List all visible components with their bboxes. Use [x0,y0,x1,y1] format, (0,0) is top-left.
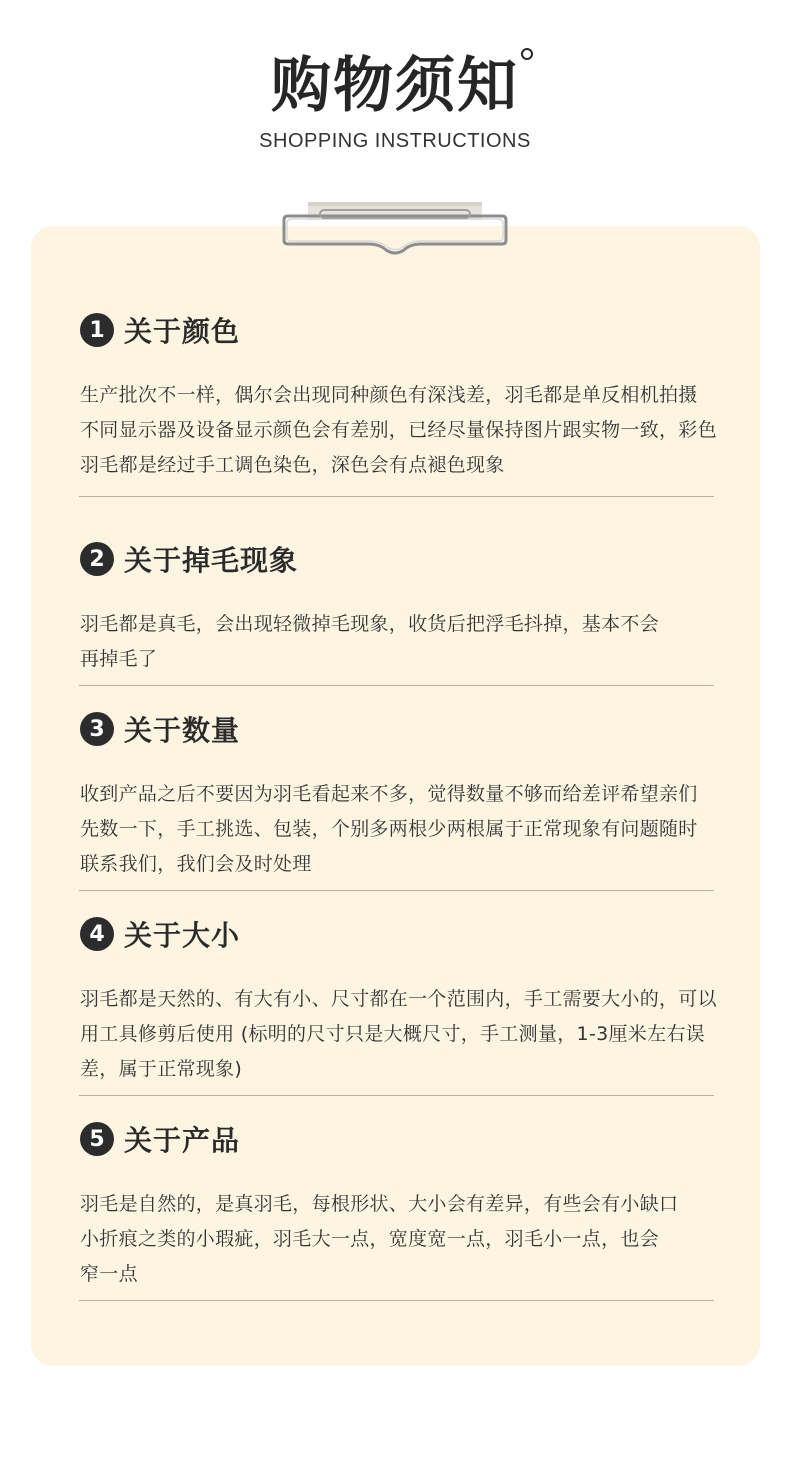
number-badge-3: 3 [80,712,114,746]
section-body: 羽毛都是天然的、有大有小、尺寸都在一个范围内，手工需要大小的，可以 用工具修剪后使用 (标明的尺寸只是大概尺寸，手工测量，1-3厘米左右误 差，属于正常现象) [80,988,717,1080]
number-badge-5: 5 [80,1122,114,1156]
section-body: 羽毛是自然的，是真羽毛，每根形状、大小会有差异，有些会有小缺口 小折痕之类的小瑕疵，羽毛大一点，宽度宽一点，羽毛小一点，也会 窄一点 [80,1193,679,1285]
section-color [80,310,750,483]
number-badge-1: 1 [80,313,114,347]
section-title: 关于掉毛现象 [124,544,299,577]
divider [79,890,714,891]
divider [79,496,714,497]
section-title: 关于数量 [124,714,241,747]
section-header [80,914,750,954]
section-title: 关于颜色 [124,315,241,348]
section-size [80,914,750,1087]
section-quantity [80,709,750,882]
section-body: 收到产品之后不要因为羽毛看起来不多，觉得数量不够而给差评希望亲们 先数一下，手工挑选、包装，个别多两根少两根属于正常现象有问题随时 联系我们，我们会及时处理 [80,783,698,875]
page-header [0,48,790,124]
section-product [80,1119,750,1292]
divider [79,685,714,686]
section-shedding [80,539,750,677]
page-title [271,48,519,124]
section-header [80,1119,750,1159]
divider [79,1095,714,1096]
number-badge-2: 2 [80,542,114,576]
binder-clip-icon [282,200,508,260]
page-title-text: 购物须知 [271,51,519,121]
title-degree-mark [521,48,533,60]
section-body: 羽毛都是真毛，会出现轻微掉毛现象，收货后把浮毛抖掉，基本不会 再掉毛了 [80,613,660,670]
section-title: 关于产品 [124,1124,241,1157]
section-header [80,539,750,579]
section-body: 生产批次不一样，偶尔会出现同种颜色有深浅差，羽毛都是单反相机拍摄 不同显示器及设备显示颜色会有差别，已经尽量保持图片跟实物一致，彩色 羽毛都是经过手工调色染色，深色会有点褪色现象 [80,384,717,476]
section-header [80,709,750,749]
section-header [80,310,750,350]
number-badge-4: 4 [80,917,114,951]
section-title: 关于大小 [124,919,241,952]
divider [79,1300,714,1301]
page-subtitle: SHOPPING INSTRUCTIONS [259,130,531,152]
